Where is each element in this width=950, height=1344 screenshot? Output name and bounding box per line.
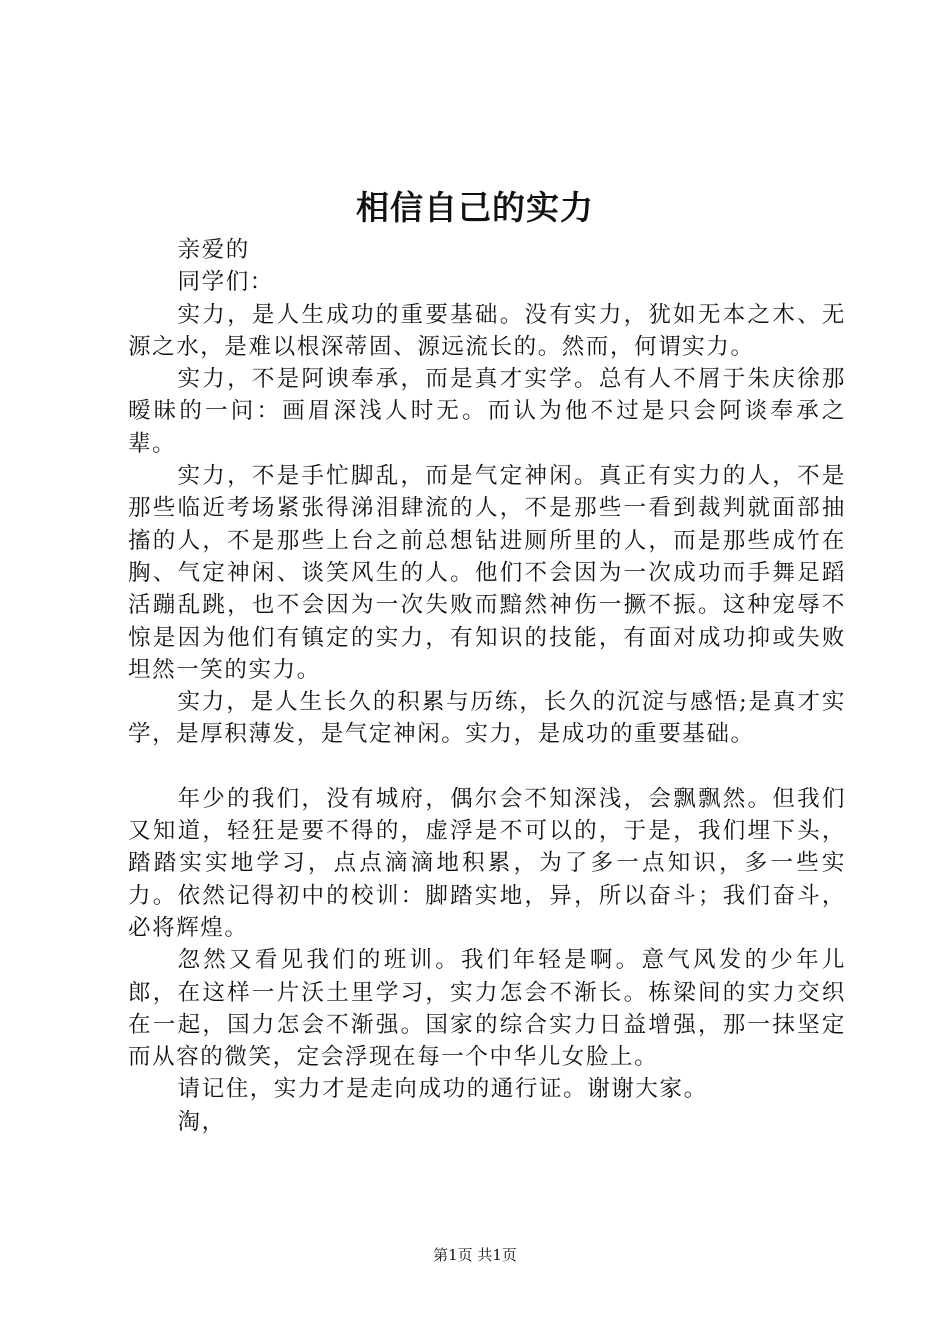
body-paragraph: 实力，是人生长久的积累与历练，长久的沉淀与感悟;是真才实学，是厚积薄发，是气定神闲。实力，是成功的重要基础。: [128, 689, 846, 748]
salutation-line: 亲爱的: [177, 237, 250, 263]
page-footer: 第1页 共1页: [433, 1246, 517, 1264]
signature-line: 淘，: [177, 1108, 226, 1135]
document-title: 相信自己的实力: [356, 188, 594, 227]
closing-line: 请记住，实力才是走向成功的通行证。谢谢大家。: [177, 1076, 708, 1103]
body-paragraph: 忽然又看见我们的班训。我们年轻是啊。意气风发的少年儿郎，在这样一片沃土里学习，实力怎会不渐长。栋梁间的实力交织在一起，国力怎会不渐强。国家的综合实力日益增强，那一抹坚定而从容的微笑，定会浮现在每一个中华儿女脸上。: [128, 947, 846, 1071]
document-body: [128, 234, 846, 1138]
body-paragraph: 实力，不是手忙脚乱，而是气定神闲。真正有实力的人，不是那些临近考场紧张得涕泪肆流的人，不是那些一看到裁判就面部抽搐的人，不是那些上台之前总想钻进厕所里的人，而是那些成竹在胸、气定神闲、谈笑风生的人。他们不会因为一次成功而手舞足蹈活蹦乱跳，也不会因为一次失败而黯然神伤一撅不振。这种宠辱不惊是因为他们有镇定的实力，有知识的技能，有面对成功抑或失败坦然一笑的实力。: [128, 463, 846, 683]
body-paragraph: 实力，是人生成功的重要基础。没有实力，犹如无本之木、无源之水，是难以根深蒂固、源远流长的。然而，何谓实力。: [128, 301, 846, 360]
body-paragraph: 实力，不是阿谀奉承，而是真才实学。总有人不屑于朱庆徐那暧昧的一问：画眉深浅人时无。而认为他不过是只会阿谈奉承之辈。: [128, 366, 846, 457]
salutation-line: 同学们：: [177, 269, 274, 296]
body-paragraph: 年少的我们，没有城府，偶尔会不知深浅，会飘飘然。但我们又知道，轻狂是要不得的，虚浮是不可以的，于是，我们埋下头，踏踏实实地学习，点点滴滴地积累，为了多一点知识，多一些实力。依然记得初中的校训：脚踏实地，异，所以奋斗；我们奋斗，必将辉煌。: [128, 785, 846, 941]
